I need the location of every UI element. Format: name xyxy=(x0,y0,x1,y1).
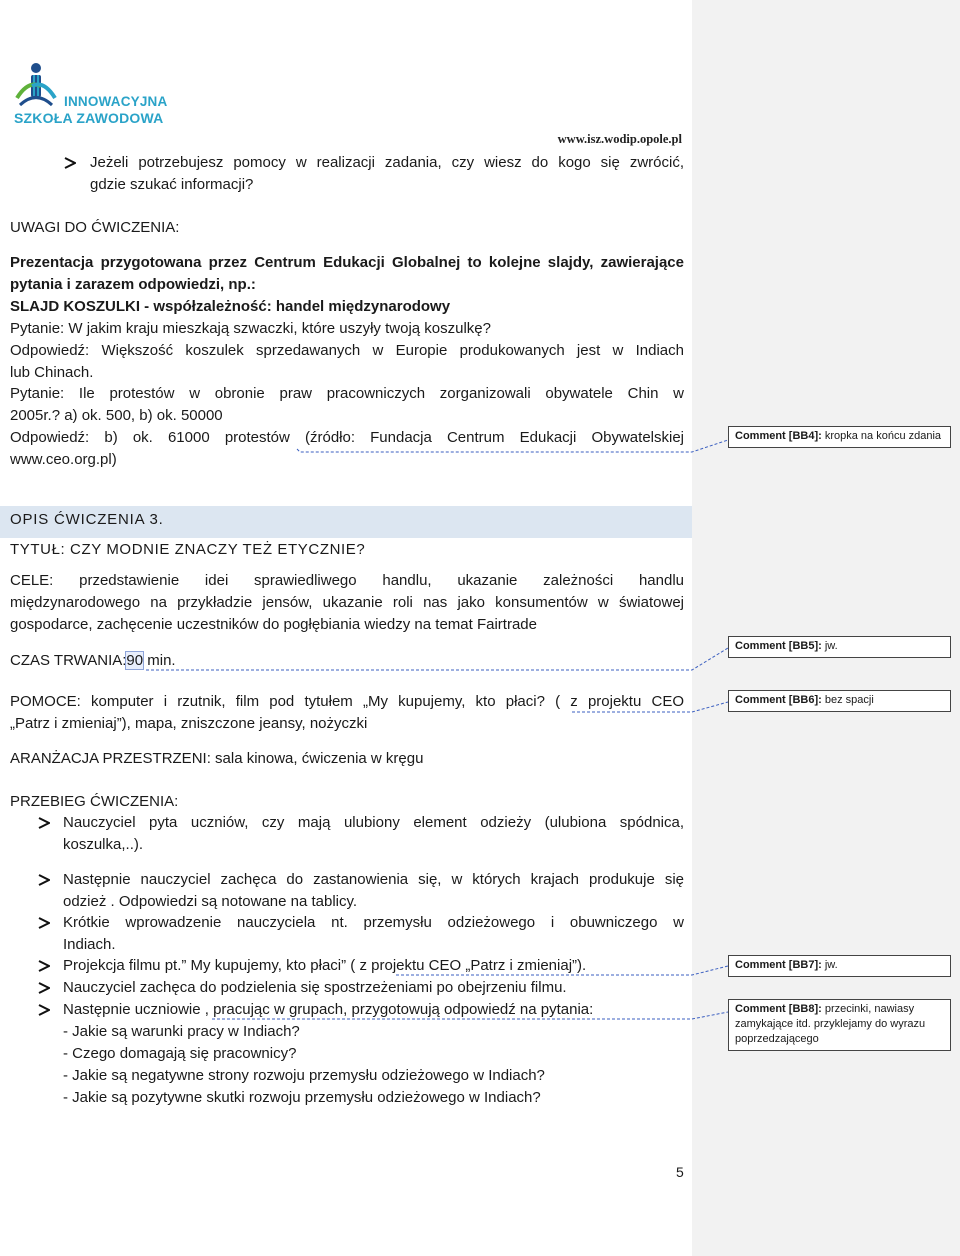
step-1-line1: Nauczyciel pyta uczniów, czy mają ulubiony element odzieży (ulubiona spódnica, xyxy=(63,814,684,831)
question-2-line1: Pytanie: Ile protestów w obronie praw pracowniczych zorganizowali obywatele Chin w xyxy=(10,385,684,402)
page-number: 5 xyxy=(676,1164,684,1180)
comment-bb5[interactable] xyxy=(728,636,951,658)
comment-bb4[interactable] xyxy=(728,426,951,448)
intro-line2: pytania i zarazem odpowiedzi, np.: xyxy=(10,276,256,293)
cele-line1: CELE: przedstawienie idei sprawiedliwego handlu, ukazanie zależności handlu xyxy=(10,572,684,589)
comment-text: jw. xyxy=(824,959,838,971)
czas-value: 90 xyxy=(126,652,144,669)
comment-text: jw. xyxy=(824,640,838,652)
arrow-bullet-icon xyxy=(38,977,54,994)
step-3-line2: Indiach. xyxy=(63,936,116,953)
comment-label: Comment [BB7]: xyxy=(735,959,822,971)
section-title: OPIS ĆWICZENIA 3. xyxy=(10,511,164,528)
bullet-help-line1: Jeżeli potrzebujesz pomocy w realizacji zadania, czy wiesz do kogo się zwrócić, xyxy=(90,154,684,171)
question-item: - Jakie są pozytywne skutki rozwoju przemysłu odzieżowego w Indiach? xyxy=(63,1089,541,1106)
comment-text: bez spacji xyxy=(824,694,874,706)
step-3-line1: Krótkie wprowadzenie nauczyciela nt. przemysłu odzieżowego i obuwniczego w xyxy=(63,914,684,931)
slajd-heading: SLAJD KOSZULKI - współzależność: handel międzynarodowy xyxy=(10,298,451,315)
header-url: www.isz.wodip.opole.pl xyxy=(557,132,682,146)
comment-label: Comment [BB4]: xyxy=(735,430,822,442)
pomoce-line2: „Patrz i zmieniaj”), mapa, zniszczone jeansy, nożyczki xyxy=(10,715,368,732)
comment-bb8[interactable] xyxy=(728,999,951,1051)
step-6: Następnie uczniowie , pracując w grupach, przygotowują odpowiedź na pytania: xyxy=(63,1001,594,1018)
step-4: Projekcja filmu pt.” My kupujemy, kto płaci” ( z projektu CEO „Patrz i zmieniaj”). xyxy=(63,957,587,974)
comment-margin xyxy=(692,0,960,1256)
czas-trwania xyxy=(10,650,176,672)
comment-text: kropka na końcu zdania xyxy=(824,430,942,442)
logo-text-line2: SZKOŁA ZAWODOWA xyxy=(14,110,164,126)
przebieg-heading: PRZEBIEG ĆWICZENIA: xyxy=(10,793,179,810)
answer-1-line2: lub Chinach. xyxy=(10,364,94,381)
aranzacja: ARANŻACJA PRZESTRZENI: sala kinowa, ćwiczenia w kręgu xyxy=(10,750,424,767)
cele-line3: gospodarce, zachęcenie uczestników do pogłębiania wiedzy na temat Fairtrade xyxy=(10,616,537,633)
question-item: - Czego domagają się pracownicy? xyxy=(63,1045,297,1062)
comment-text: przecinki, nawiasy zamykające itd. przyklejamy do wyrazu poprzedzającego xyxy=(735,1003,926,1045)
step-2-line1: Następnie nauczyciel zachęca do zastanowienia się, w których krajach produkuje się xyxy=(63,871,684,888)
czas-label: CZAS TRWANIA: xyxy=(10,652,127,669)
arrow-bullet-icon xyxy=(38,999,54,1016)
comment-label: Comment [BB6]: xyxy=(735,694,822,706)
comment-label: Comment [BB8]: xyxy=(735,1003,822,1015)
arrow-bullet-icon xyxy=(38,912,54,929)
czas-unit: min. xyxy=(143,652,176,669)
logo-text-line1: INNOWACYJNA xyxy=(64,94,168,109)
answer-2-line2: www.ceo.org.pl) xyxy=(10,451,117,468)
answer-2-line1: Odpowiedź: b) ok. 61000 protestów (źródło: Fundacja Centrum Edukacji Obywatelskiej xyxy=(10,429,684,446)
step-5: Nauczyciel zachęca do podzielenia się spostrzeżeniami po obejrzeniu filmu. xyxy=(63,979,567,996)
comment-bb7[interactable] xyxy=(728,955,951,977)
arrow-bullet-icon xyxy=(38,869,54,886)
intro-line1: Prezentacja przygotowana przez Centrum Edukacji Globalnej to kolejne slajdy, zawierające xyxy=(10,254,684,271)
uwagi-heading: UWAGI DO ĆWICZENIA: xyxy=(10,219,180,236)
step-1-line2: koszulka,..). xyxy=(63,836,144,853)
bullet-help-line2: gdzie szukać informacji? xyxy=(90,176,254,193)
question-1: Pytanie: W jakim kraju mieszkają szwaczki, które uszyły twoją koszulkę? xyxy=(10,320,491,337)
question-item: - Jakie są warunki pracy w Indiach? xyxy=(63,1023,300,1040)
comment-bb6[interactable] xyxy=(728,690,951,712)
pomoce-line1: POMOCE: komputer i rzutnik, film pod tytułem „My kupujemy, kto płaci? ( z projektu CEO xyxy=(10,693,684,710)
answer-1-line1: Odpowiedź: Większość koszulek sprzedawanych w Europie produkowanych jest w Indiach xyxy=(10,342,684,359)
arrow-bullet-icon xyxy=(38,955,54,972)
question-item: - Jakie są negatywne strony rozwoju przemysłu odzieżowego w Indiach? xyxy=(63,1067,545,1084)
cele-line2: międzynarodowego na przykładzie jensów, ukazanie roli nas jako konsumentów w światowej xyxy=(10,594,684,611)
question-2-line2: 2005r.? a) ok. 500, b) ok. 50000 xyxy=(10,407,223,424)
arrow-bullet-icon xyxy=(64,152,80,169)
exercise-title: TYTUŁ: CZY MODNIE ZNACZY TEŻ ETYCZNIE? xyxy=(10,541,366,558)
step-2-line2: odzież . Odpowiedzi są notowane na tablicy. xyxy=(63,893,358,910)
comment-label: Comment [BB5]: xyxy=(735,640,822,652)
arrow-bullet-icon xyxy=(38,812,54,829)
